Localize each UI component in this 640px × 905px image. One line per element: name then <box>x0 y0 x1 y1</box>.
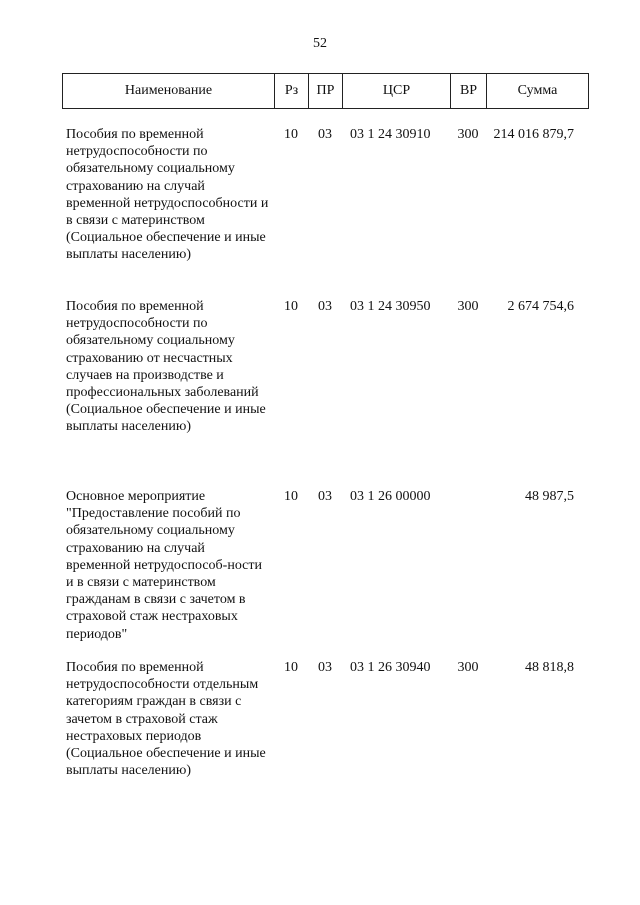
row-rz: 10 <box>284 127 298 142</box>
header-vr: ВР <box>451 74 487 109</box>
row-sum: 214 016 879,7 <box>493 127 574 142</box>
table-row <box>62 659 580 799</box>
row-vr: 300 <box>457 299 479 314</box>
row-pr: 03 <box>318 660 332 675</box>
row-name: Пособия по временной нетрудоспособности по обязательному социальному страхованию на случай временной нетрудоспособности и в связи с материнством (Социальное обеспечение и иные выплаты населению) <box>66 127 269 263</box>
row-rz: 10 <box>284 299 298 314</box>
header-sum: Сумма <box>487 74 589 109</box>
row-sum: 2 674 754,6 <box>507 299 574 314</box>
header-name: Наименование <box>63 74 275 109</box>
row-vr: 300 <box>457 660 479 675</box>
table-header <box>62 73 589 109</box>
row-sum: 48 987,5 <box>525 489 574 504</box>
table-row <box>62 126 580 298</box>
header-row <box>63 74 589 109</box>
row-vr <box>450 488 486 659</box>
row-csr: 03 1 24 30950 <box>350 299 431 314</box>
row-name: Пособия по временной нетрудоспособности по обязательному социальному страхованию от несчастных случаев на производстве и профессиональных заболеваний (Социальное обеспечение и иные выплаты населению) <box>66 299 266 435</box>
table-body <box>62 126 580 799</box>
row-sum: 48 818,8 <box>525 660 574 675</box>
row-pr: 03 <box>318 299 332 314</box>
row-pr: 03 <box>318 127 332 142</box>
row-name: Пособия по временной нетрудоспособности отдельным категориям граждан в связи с зачетом в страховой стаж нестраховых периодов (Социальное обеспечение и иные выплаты населению) <box>66 660 266 779</box>
row-name: Основное мероприятие "Предоставление пособий по обязательному социальному страхованию на случай временной нетрудоспособ-ности и в связи с материнством гражданам в связи с зачетом в страховой стаж нестраховых периодов" <box>66 489 262 642</box>
header-rz: Рз <box>275 74 309 109</box>
table-row <box>62 298 580 488</box>
row-vr: 300 <box>457 127 479 142</box>
row-csr: 03 1 24 30910 <box>350 127 431 142</box>
table-row <box>62 488 580 659</box>
row-rz: 10 <box>284 660 298 675</box>
page-number: 52 <box>313 36 327 51</box>
row-csr: 03 1 26 30940 <box>350 660 431 675</box>
row-rz: 10 <box>284 489 298 504</box>
row-pr: 03 <box>318 489 332 504</box>
row-csr: 03 1 26 00000 <box>350 489 431 504</box>
header-pr: ПР <box>309 74 343 109</box>
header-csr: ЦСР <box>343 74 451 109</box>
